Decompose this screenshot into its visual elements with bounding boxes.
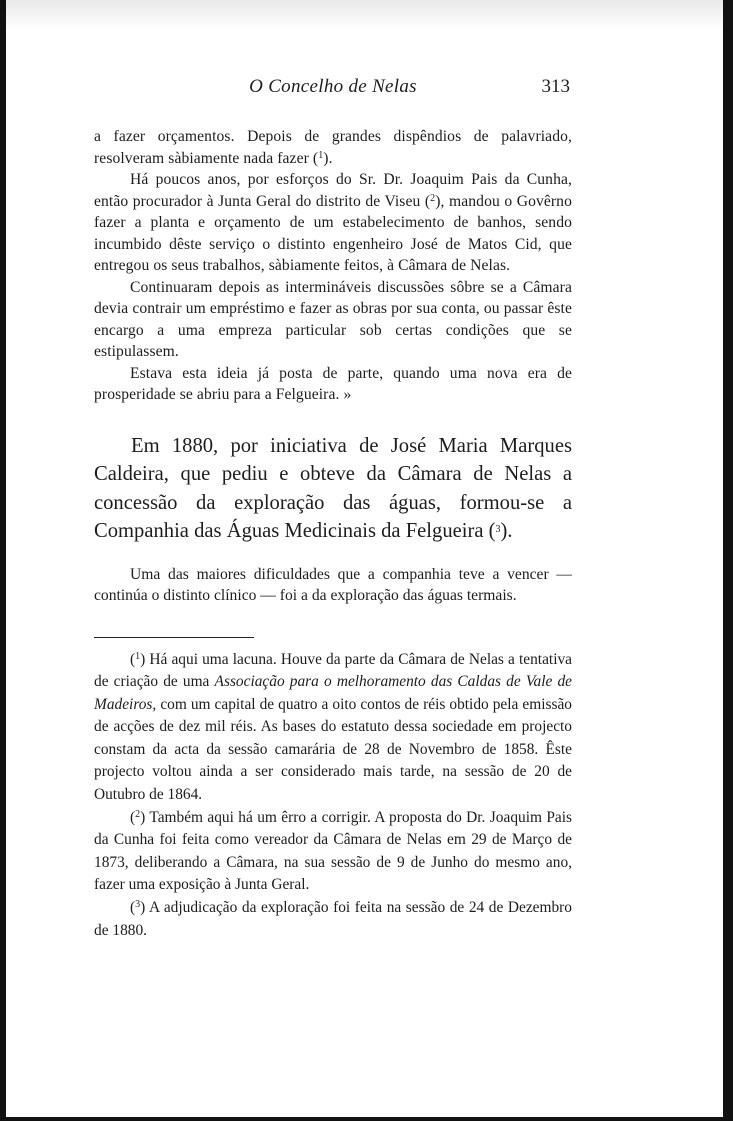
footnotes (94, 649, 572, 943)
main-paragraph: Em 1880, por iniciativa de José Maria Marques Caldeira, que pediu e obteve da Câmara de Nelas a concessão da exploração das águas, formou-se a Companhia das Águas Medicinais da Felgueira ($^3$). (94, 434, 572, 542)
footnote-ref-1: 1 (318, 149, 324, 161)
association-name: Associação para o melhoramento das Caldas de Vale de Madeiros, (94, 673, 572, 713)
scan-border-bottom (0, 1117, 733, 1121)
scan-border-left (0, 0, 6, 1121)
quote-paragraph-2: Há poucos anos, por esforços do Sr. Dr. Joaquim Pais da Cunha, então procurador à Junta Geral do distrito de Viseu ($^2$), mandou o Govêrno fazer a planta e orçamento de um estabelecimento de banhos, sendo incumbido dêste serviço o distinto engenheiro José de Matos Cid, que entregou os seus trabalhos, sàbiamente feitos, à Câmara de Nelas. (94, 171, 572, 274)
quote-paragraph-1: a fazer orçamentos. Depois de grandes dispêndios de palavriado, resolveram sàbiamente nada fazer ($^1$). (94, 128, 572, 167)
footnote-2: ($^2$) Também aqui há um êrro a corrigir. A proposta do Dr. Joaquim Pais da Cunha foi feita como vereador da Câmara de Nelas em 29 de Março de 1873, deliberando a Câmara, na sua sessão de 9 de Junho do mesmo ano, fazer uma exposição à Junta Geral. (94, 808, 572, 894)
book-page (94, 70, 572, 942)
running-head (94, 70, 572, 106)
body-paragraph: Uma das maiores dificuldades que a companhia teve a vencer — continúa o distinto clínico — foi a da exploração das águas termais. (94, 565, 572, 604)
footnote-divider (94, 637, 254, 638)
running-head-title: O Concelho de Nelas (249, 76, 417, 97)
quote-paragraph-3: Continuaram depois as intermináveis discussões sôbre se a Câmara devia contrair um empréstimo e fazer as obras por sua conta, ou passar êste encargo a uma empreza particular sob certas condições que se estipulassem. (94, 278, 572, 360)
quoted-passage (94, 126, 572, 406)
footnote-3: ($^3$) A adjudicação da exploração foi feita na sessão de 24 de Dezembro de 1880. (94, 899, 572, 939)
scan-border-right (723, 0, 733, 1121)
footnote-ref-3: 3 (495, 524, 501, 535)
footnote-ref-2: 2 (430, 192, 436, 204)
footnote-1: ($^1$) Há aqui uma lacuna. Houve da parte da Câmara de Nelas a tentativa de criação de uma Associação para o melhoramento das Caldas de Vale de Madeiros, com um capital de quatro a oito contos de réis obtido pela emissão de acções de dez mil réis. As bases do estatuto dessa sociedade em projecto constam da acta da sessão camarária de 28 de Novembro de 1858. Êste projecto voltou ainda a ser considerado mais tarde, na sessão de 20 de Outubro de 1864. (94, 650, 572, 804)
quote-paragraph-4: Estava esta ideia já posta de parte, quando uma nova era de prosperidade se abriu para a Felgueira. » (94, 364, 572, 403)
scan-shadow-top (0, 0, 733, 30)
page-number: 313 (541, 76, 570, 97)
